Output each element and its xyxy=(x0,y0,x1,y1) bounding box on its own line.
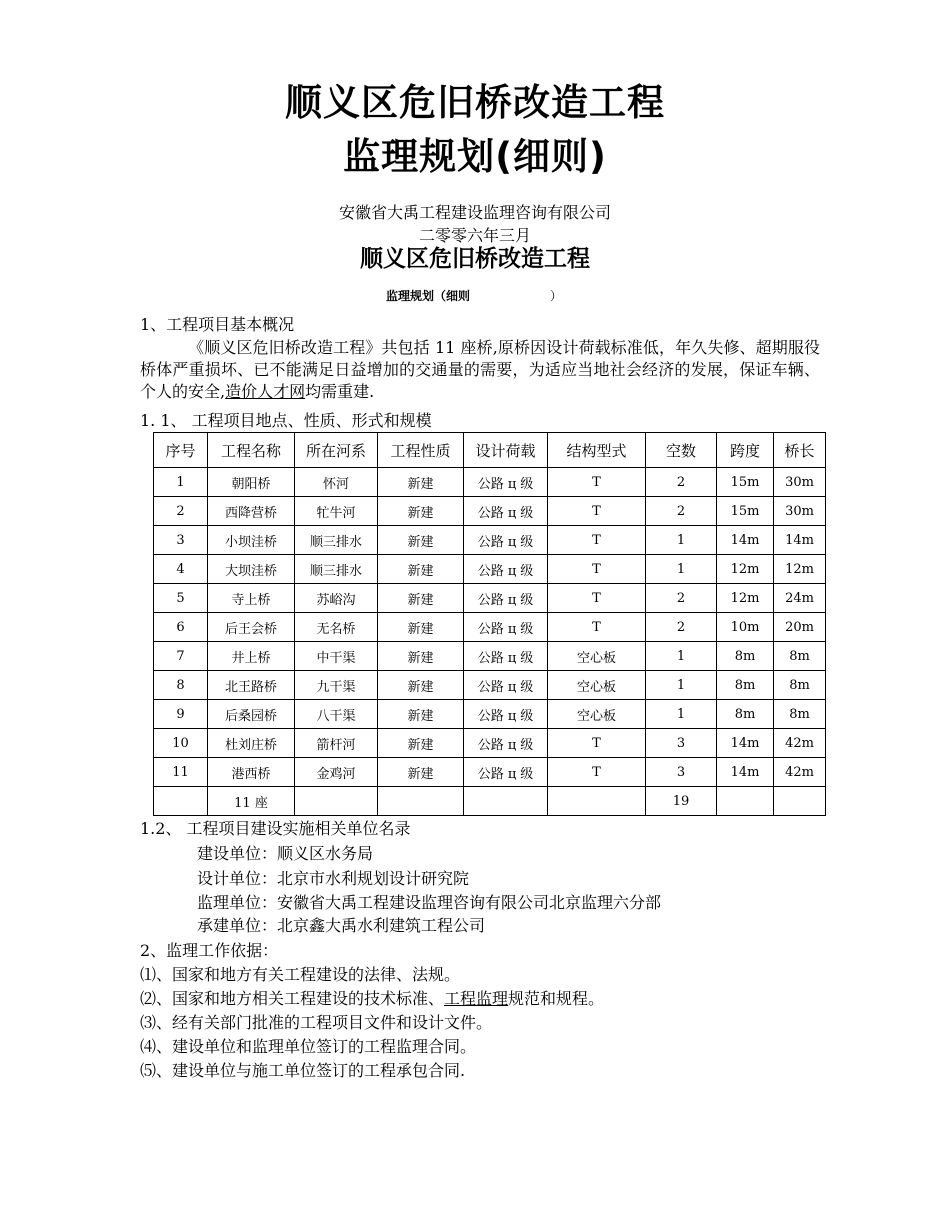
table-cell: 顺三排水 xyxy=(295,526,378,555)
table-cell: 6 xyxy=(154,613,208,642)
talent-network-link[interactable]: 造价人才网 xyxy=(225,382,306,401)
table-cell: 4 xyxy=(154,555,208,584)
table-cell: 2 xyxy=(154,497,208,526)
table-total-row xyxy=(154,787,826,816)
table-cell: 新建 xyxy=(378,584,464,613)
table-row xyxy=(154,758,826,787)
table-cell: 中干渠 xyxy=(295,642,378,671)
table-cell xyxy=(464,787,548,816)
table-cell: 3 xyxy=(646,729,717,758)
col-header-nature: 工程性质 xyxy=(378,433,464,468)
table-cell: T xyxy=(548,729,646,758)
table-row xyxy=(154,584,826,613)
table-row xyxy=(154,729,826,758)
table-cell: T xyxy=(548,468,646,497)
basis-item-2-tail: 规范和规程。 xyxy=(508,989,605,1008)
table-cell: 2 xyxy=(646,468,717,497)
table-cell: 8m xyxy=(717,671,774,700)
table-cell: 14m xyxy=(774,526,826,555)
basis-item-5: ⑸、建设单位与施工单位签订的工程承包合同. xyxy=(140,1061,466,1080)
table-cell: 2 xyxy=(646,497,717,526)
header-subtitle: 监理规划（细则 xyxy=(386,289,471,303)
table-cell: 港西桥 xyxy=(208,758,295,787)
basis-item-2-text: ⑵、国家和地方相关工程建设的技术标准、 xyxy=(140,989,445,1008)
table-cell: 42m xyxy=(774,729,826,758)
section1-2-heading: 1.2、 工程项目建设实施相关单位名录 xyxy=(140,819,411,838)
table-cell: T xyxy=(548,613,646,642)
basis-item-1: ⑴、国家和地方有关工程建设的法律、法规。 xyxy=(140,965,461,984)
table-cell: 苏峪沟 xyxy=(295,584,378,613)
section1-1-heading: 1. 1、 工程项目地点、性质、形式和规模 xyxy=(140,411,432,430)
section1-paragraph-tail: 均需重建. xyxy=(305,382,375,401)
table-cell: 新建 xyxy=(378,642,464,671)
table-cell: 公路 ц 级 xyxy=(464,758,548,787)
table-cell: 2 xyxy=(646,613,717,642)
engineering-supervision-link[interactable]: 工程监理 xyxy=(444,989,509,1008)
table-cell: 新建 xyxy=(378,613,464,642)
table-cell: 西降营桥 xyxy=(208,497,295,526)
section2-heading: 2、监理工作依据： xyxy=(140,941,279,960)
table-cell: 新建 xyxy=(378,497,464,526)
table-cell: 19 xyxy=(646,787,717,816)
col-header-spans: 空数 xyxy=(646,433,717,468)
table-cell: 新建 xyxy=(378,671,464,700)
table-cell: 公路 ц 级 xyxy=(464,497,548,526)
table-cell: 怀河 xyxy=(295,468,378,497)
basis-item-2 xyxy=(140,988,604,1010)
table-cell: 后王会桥 xyxy=(208,613,295,642)
table-cell: 11 座 xyxy=(208,787,295,816)
table-cell xyxy=(154,787,208,816)
table-cell: 8m xyxy=(774,700,826,729)
table-row xyxy=(154,671,826,700)
supervision-unit: 监理单位：安徽省大禹工程建设监理咨询有限公司北京监理六分部 xyxy=(197,893,662,912)
table-row xyxy=(154,526,826,555)
table-cell: 5 xyxy=(154,584,208,613)
table-cell: 14m xyxy=(717,729,774,758)
table-cell: 井上桥 xyxy=(208,642,295,671)
table-cell: 14m xyxy=(717,758,774,787)
cover-title-line1: 顺义区危旧桥改造工程 xyxy=(285,81,665,124)
table-cell: 八干渠 xyxy=(295,700,378,729)
table-cell: 10m xyxy=(717,613,774,642)
table-cell: 12m xyxy=(717,555,774,584)
col-header-span-length: 跨度 xyxy=(717,433,774,468)
table-cell: T xyxy=(548,526,646,555)
table-cell xyxy=(717,787,774,816)
table-cell: 2 xyxy=(646,584,717,613)
table-row xyxy=(154,642,826,671)
basis-item-4: ⑷、建设单位和监理单位签订的工程监理合同。 xyxy=(140,1037,477,1056)
table-cell: 30m xyxy=(774,468,826,497)
table-row xyxy=(154,700,826,729)
table-cell: 寺上桥 xyxy=(208,584,295,613)
table-cell: 7 xyxy=(154,642,208,671)
table-cell: 公路 ц 级 xyxy=(464,555,548,584)
table-cell: 公路 ц 级 xyxy=(464,729,548,758)
table-cell xyxy=(295,787,378,816)
section1-heading: 1、工程项目基本概况 xyxy=(140,315,295,334)
cover-company: 安徽省大禹工程建设监理咨询有限公司 xyxy=(338,203,611,222)
table-cell: 15m xyxy=(717,468,774,497)
table-row xyxy=(154,555,826,584)
table-cell: 1 xyxy=(646,671,717,700)
col-header-name: 工程名称 xyxy=(208,433,295,468)
table-cell: 新建 xyxy=(378,555,464,584)
section1-paragraph-text: 《顺义区危旧桥改造工程》共包括 11 座桥,原桥因设计荷载标准低，年久失修、超期服役桥体严重损坏、已不能满足日益增加的交通量的需要，为适应当地社会经济的发展，保证车辆、个人的安全, xyxy=(140,338,820,401)
table-cell: 杜刘庄桥 xyxy=(208,729,295,758)
table-cell: 小坝洼桥 xyxy=(208,526,295,555)
table-cell: 24m xyxy=(774,584,826,613)
table-cell: 12m xyxy=(774,555,826,584)
table-cell: 9 xyxy=(154,700,208,729)
table-cell: 11 xyxy=(154,758,208,787)
col-header-bridge-length: 桥长 xyxy=(774,433,826,468)
col-header-index: 序号 xyxy=(154,433,208,468)
table-cell: 3 xyxy=(646,758,717,787)
table-cell: 公路 ц 级 xyxy=(464,642,548,671)
table-cell: 新建 xyxy=(378,468,464,497)
table-cell: T xyxy=(548,497,646,526)
table-cell: 公路 ц 级 xyxy=(464,700,548,729)
table-cell: 箭杆河 xyxy=(295,729,378,758)
table-cell: 1 xyxy=(646,642,717,671)
table-cell: 14m xyxy=(717,526,774,555)
table-cell: T xyxy=(548,555,646,584)
table-row xyxy=(154,468,826,497)
table-cell: 20m xyxy=(774,613,826,642)
col-header-load: 设计荷载 xyxy=(464,433,548,468)
table-header-row xyxy=(154,433,826,468)
table-cell: 北王路桥 xyxy=(208,671,295,700)
table-cell: 无名桥 xyxy=(295,613,378,642)
header-subtitle-close: ） xyxy=(550,289,563,303)
design-unit: 设计单位：北京市水利规划设计研究院 xyxy=(197,869,470,888)
table-cell xyxy=(378,787,464,816)
table-cell: 3 xyxy=(154,526,208,555)
table-cell: 15m xyxy=(717,497,774,526)
cover-date: 二零零六年三月 xyxy=(418,226,531,245)
table-cell: 新建 xyxy=(378,700,464,729)
table-cell: 朝阳桥 xyxy=(208,468,295,497)
table-cell: 12m xyxy=(717,584,774,613)
table-cell: 新建 xyxy=(378,758,464,787)
col-header-structure: 结构型式 xyxy=(548,433,646,468)
table-cell: 30m xyxy=(774,497,826,526)
header-title: 顺义区危旧桥改造工程 xyxy=(360,246,590,272)
table-cell: T xyxy=(548,584,646,613)
table-cell: T xyxy=(548,758,646,787)
table-cell: 1 xyxy=(646,526,717,555)
table-cell: 公路 ц 级 xyxy=(464,526,548,555)
table-cell: 1 xyxy=(646,700,717,729)
construction-unit: 建设单位：顺义区水务局 xyxy=(197,844,374,863)
table-cell: 1 xyxy=(646,555,717,584)
table-cell: 公路 ц 级 xyxy=(464,468,548,497)
table-cell: 新建 xyxy=(378,729,464,758)
table-cell: 后桑园桥 xyxy=(208,700,295,729)
table-cell: 九干渠 xyxy=(295,671,378,700)
table-cell: 公路 ц 级 xyxy=(464,613,548,642)
bridge-table xyxy=(153,432,826,816)
table-cell: 空心板 xyxy=(548,642,646,671)
table-cell: 公路 ц 级 xyxy=(464,584,548,613)
table-cell: 公路 ц 级 xyxy=(464,671,548,700)
contractor-unit: 承建单位：北京鑫大禹水利建筑工程公司 xyxy=(197,916,486,935)
table-cell: 顺三排水 xyxy=(295,555,378,584)
table-cell: 8m xyxy=(774,671,826,700)
table-cell: 空心板 xyxy=(548,671,646,700)
table-cell xyxy=(548,787,646,816)
table-cell: 8m xyxy=(717,642,774,671)
table-cell: 8 xyxy=(154,671,208,700)
basis-item-3: ⑶、经有关部门批准的工程项目文件和设计文件。 xyxy=(140,1013,493,1032)
table-cell: 新建 xyxy=(378,526,464,555)
table-cell: 牤牛河 xyxy=(295,497,378,526)
table-row xyxy=(154,613,826,642)
section1-paragraph xyxy=(140,337,820,403)
table-cell: 8m xyxy=(774,642,826,671)
table-row xyxy=(154,497,826,526)
col-header-river: 所在河系 xyxy=(295,433,378,468)
table-cell: 空心板 xyxy=(548,700,646,729)
table-cell: 金鸡河 xyxy=(295,758,378,787)
table-cell: 10 xyxy=(154,729,208,758)
table-cell: 大坝洼桥 xyxy=(208,555,295,584)
cover-title-line2: 监理规划(细则) xyxy=(343,135,607,178)
table-cell xyxy=(774,787,826,816)
bridge-table-body xyxy=(154,468,826,816)
table-cell: 1 xyxy=(154,468,208,497)
table-cell: 42m xyxy=(774,758,826,787)
table-cell: 8m xyxy=(717,700,774,729)
